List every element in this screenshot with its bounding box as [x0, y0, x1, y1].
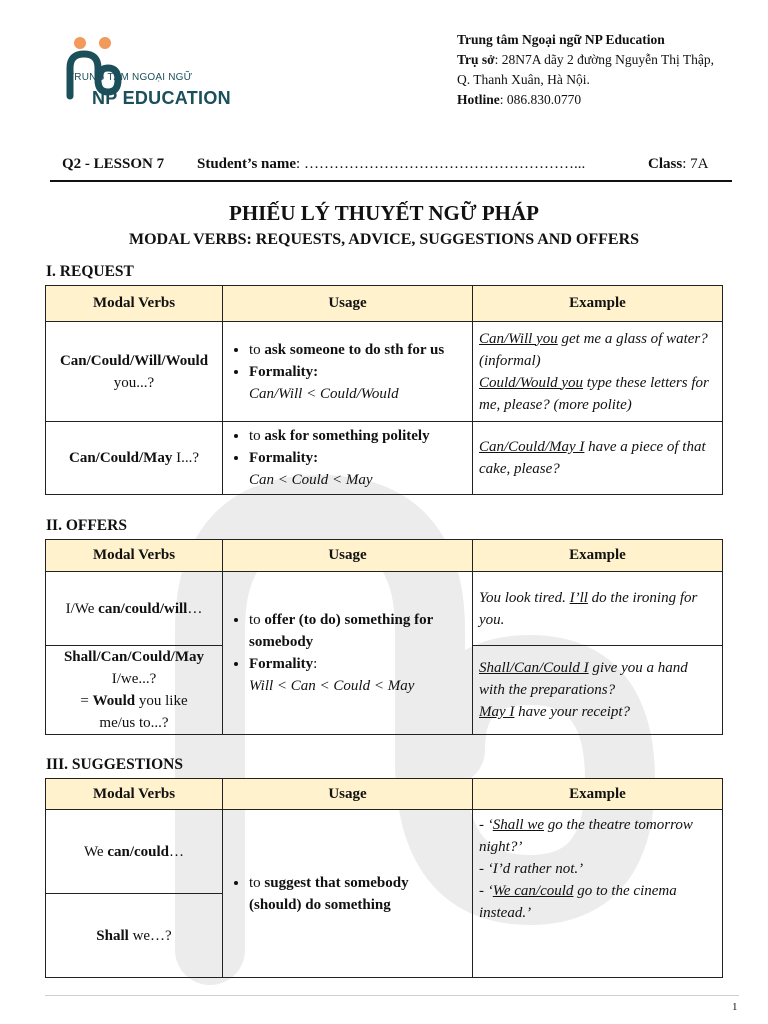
logo-top-text: TRUNG TÂM NGOẠI NGỮ	[68, 72, 193, 83]
example-text: - ‘	[479, 883, 493, 899]
example-underlined: Can/Will you	[479, 330, 558, 347]
col-header-usage: Usage	[223, 540, 473, 572]
modal-verb-pre: We	[83, 843, 108, 860]
modal-verb-bold: can/could/will	[98, 600, 188, 617]
modal-verb-line2: I/we...?	[111, 671, 157, 687]
example-underlined: I’ll	[569, 589, 588, 606]
example-text: do the ironing for you.	[479, 589, 698, 628]
center-name: Trung tâm Ngoại ngữ NP Education	[457, 32, 665, 47]
formality-label: Formality	[249, 656, 314, 672]
section-heading-suggestions: III. SUGGESTIONS	[46, 756, 183, 773]
formality-label: Formality:	[249, 450, 319, 466]
student-name-label: Student’s name	[197, 156, 297, 172]
formality-value: Can < Could < May	[249, 472, 373, 488]
example-text: - ‘I’d rather not.’	[479, 861, 584, 877]
hotline-value: : 086.830.0770	[499, 92, 582, 107]
modal-verb-cell	[46, 572, 223, 646]
student-name-blank: : ………………………………………………...	[296, 156, 586, 172]
col-header-modal-verbs: Modal Verbs	[46, 540, 223, 572]
table-row	[46, 422, 723, 495]
center-address-line2: Q. Thanh Xuân, Hà Nội.	[457, 72, 590, 87]
usage-cell	[223, 322, 473, 422]
table-row	[46, 810, 723, 894]
modal-verb-rest: you...?	[113, 374, 155, 391]
example-cell	[473, 810, 723, 978]
modal-verb-line4: me/us to...?	[99, 715, 169, 731]
formality-value: Will < Can < Could < May	[249, 678, 415, 694]
address-label: Trụ sở	[457, 52, 495, 67]
col-header-example: Example	[473, 540, 723, 572]
modal-verb-bold: Can/Could/May	[68, 450, 173, 466]
center-address-line1	[457, 50, 714, 70]
usage-bold: suggest that somebody	[264, 874, 409, 891]
table-header-row	[46, 779, 723, 810]
example-text: have a piece of that cake, please?	[479, 439, 706, 477]
modal-verb-post: …	[187, 600, 203, 617]
class-label: Class	[648, 156, 683, 172]
header-divider	[50, 180, 732, 182]
formality-item	[249, 447, 466, 491]
address-value: : 28N7A dãy 2 đường Nguyễn Thị Thập,	[494, 52, 715, 67]
logo-main-text: NP EDUCATION	[92, 88, 231, 108]
col-header-example: Example	[473, 286, 723, 322]
hotline-label: Hotline	[457, 92, 500, 107]
example-cell	[473, 322, 723, 422]
table-row	[46, 322, 723, 422]
example-text: get me a glass of water? (informal)	[479, 330, 708, 369]
usage-item	[249, 872, 466, 916]
modal-verb-cell	[46, 646, 223, 735]
modal-verb-post: …	[169, 843, 185, 860]
usage-item	[249, 425, 466, 447]
offers-table	[45, 539, 723, 735]
example-underlined: Shall/Can/Could I	[479, 660, 589, 676]
usage-bold-2: (should) do something	[249, 896, 391, 913]
section-heading-request: I. REQUEST	[46, 263, 134, 280]
center-info	[457, 30, 714, 110]
example-text: You look tired.	[479, 589, 570, 606]
page-title: PHIẾU LÝ THUYẾT NGỮ PHÁP	[229, 201, 539, 225]
section-heading-offers: II. OFFERS	[46, 517, 127, 534]
example-text: go the theatre tomorrow night?’	[479, 817, 693, 855]
example-text: - ‘	[479, 817, 493, 833]
page-number: 1	[732, 1001, 738, 1013]
example-cell	[473, 646, 723, 735]
modal-verb-pre: I/We	[65, 600, 99, 617]
col-header-modal-verbs: Modal Verbs	[46, 779, 223, 810]
page-subtitle: MODAL VERBS: REQUESTS, ADVICE, SUGGESTIONS AND OFFERS	[128, 231, 640, 248]
example-text: go to the cinema instead.’	[479, 883, 677, 921]
modal-verb-rest: I...?	[172, 450, 199, 466]
usage-to: to	[249, 428, 265, 444]
usage-to: to	[249, 612, 265, 628]
table-header-row	[46, 540, 723, 572]
modal-verb-cell	[46, 322, 223, 422]
modal-verb-post3: you like	[135, 693, 188, 709]
example-underlined: Can/Could/May I	[479, 439, 585, 455]
formality-item	[249, 653, 466, 697]
modal-verb-cell	[46, 422, 223, 495]
center-hotline	[457, 90, 714, 110]
usage-bold: ask for something politely	[264, 428, 430, 444]
example-text: type these letters for me, please? (more polite)	[479, 374, 709, 413]
lesson-label: Q2 - LESSON 7	[62, 156, 165, 172]
usage-bold-2: somebody	[249, 634, 314, 650]
example-underlined: Could/Would you	[479, 374, 584, 391]
modal-verb-bold: Shall	[96, 927, 129, 944]
usage-bold: offer (to do) something for	[264, 612, 434, 628]
col-header-modal-verbs: Modal Verbs	[46, 286, 223, 322]
class-field	[648, 156, 708, 173]
formality-value: Can/Will < Could/Would	[249, 385, 399, 402]
modal-verb-bold: can/could	[107, 843, 170, 860]
usage-item	[249, 339, 466, 361]
usage-to: to	[249, 341, 265, 358]
example-underlined: Shall we	[492, 817, 544, 833]
formality-colon: :	[313, 656, 318, 672]
example-underlined: We can/could	[492, 883, 574, 899]
usage-bold: ask someone to do sth for us	[264, 341, 445, 358]
col-header-example: Example	[473, 779, 723, 810]
usage-cell	[223, 572, 473, 735]
modal-verb-cell	[46, 894, 223, 978]
modal-verb-bold: Can/Could/Will/Would	[59, 352, 209, 369]
formality-item	[249, 361, 466, 405]
suggestions-table	[45, 778, 723, 978]
class-value: : 7A	[682, 156, 709, 172]
modal-verb-post: we…?	[128, 927, 172, 944]
table-header-row	[46, 286, 723, 322]
example-underlined: May I	[479, 704, 515, 720]
example-cell	[473, 572, 723, 646]
usage-to: to	[249, 874, 265, 891]
modal-verb-pre3: =	[80, 693, 93, 709]
example-text: have your receipt?	[514, 704, 631, 720]
request-table	[45, 285, 723, 495]
usage-cell	[223, 422, 473, 495]
col-header-usage: Usage	[223, 286, 473, 322]
modal-verb-bold3: Would	[92, 693, 136, 709]
student-name-field[interactable]	[197, 156, 585, 173]
table-row	[46, 572, 723, 646]
col-header-usage: Usage	[223, 779, 473, 810]
modal-verb-bold: Shall/Can/Could/May	[63, 649, 205, 665]
footer-divider	[45, 995, 739, 996]
formality-label: Formality:	[249, 363, 319, 380]
modal-verb-cell	[46, 810, 223, 894]
usage-item	[249, 609, 466, 653]
usage-cell	[223, 810, 473, 978]
example-text: give you a hand with the preparations?	[479, 660, 688, 698]
example-cell	[473, 422, 723, 495]
